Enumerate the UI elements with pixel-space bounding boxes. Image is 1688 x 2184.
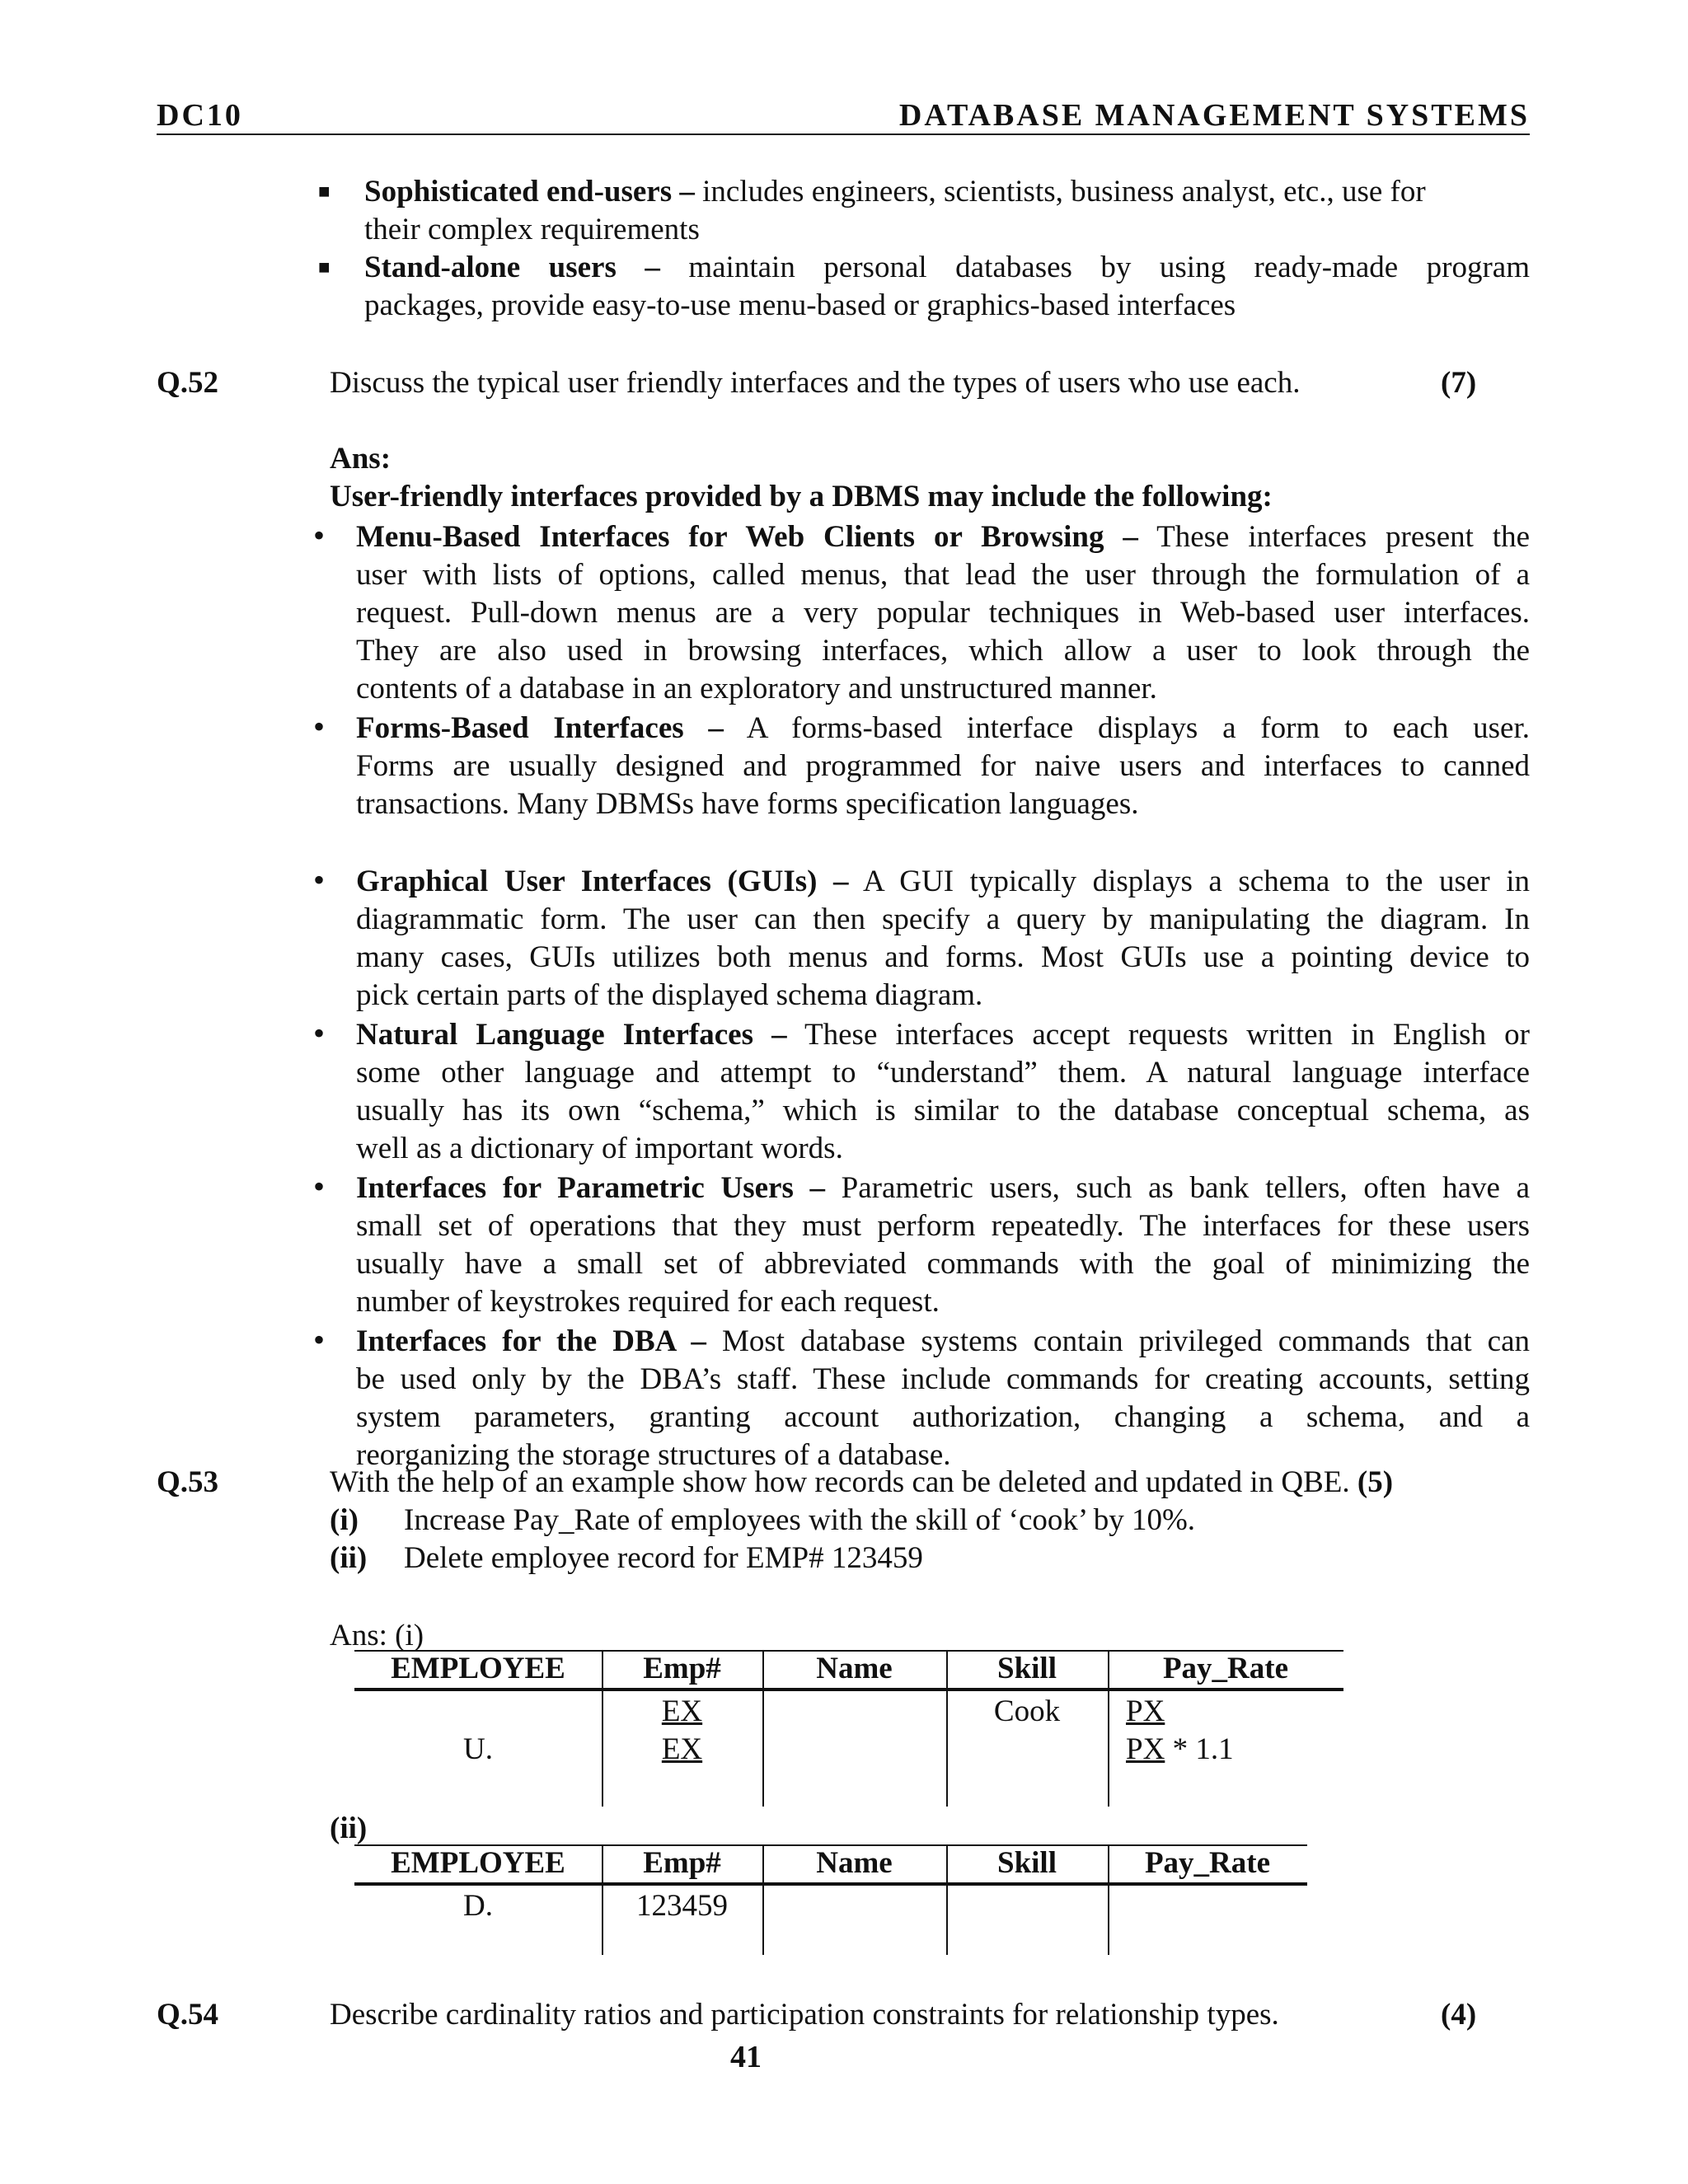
interface-bullet-line: Natural Language Interfaces – These interfaces accept requests written in English or <box>356 1018 1530 1052</box>
table-cell: 123459 <box>636 1889 728 1923</box>
answer-label: Ans: <box>330 442 392 476</box>
top-bullet-1-line2: their complex requirements <box>364 213 700 246</box>
question-number: Q.52 <box>157 366 219 400</box>
part-text: Increase Pay_Rate of employees with the skill of ‘cook’ by 10%. <box>404 1503 1196 1537</box>
table-header-rule <box>354 1882 1307 1886</box>
question-marks: (7) <box>1441 366 1477 400</box>
part-label: (i) <box>330 1503 359 1537</box>
column-header: Name <box>816 1652 893 1685</box>
top-bullet-2-line2: packages, provide easy-to-use menu-based or graphics-based interfaces <box>364 288 1236 322</box>
table-header-rule <box>354 1688 1343 1691</box>
question-number: Q.54 <box>157 1998 219 2032</box>
interface-bullet-line: request. Pull-down menus are a very popular techniques in Web-based user interfaces. <box>356 596 1530 630</box>
interface-bullet-line: pick certain parts of the displayed schema diagram. <box>356 978 983 1012</box>
square-bullet-icon: ■ <box>318 257 331 279</box>
qbe-table-delete <box>354 1844 1307 1955</box>
round-bullet-icon: • <box>313 861 326 898</box>
question-number: Q.53 <box>157 1465 219 1499</box>
question-text: Describe cardinality ratios and participation constraints for relationship types. <box>330 1998 1279 2032</box>
interface-bullet-line: Graphical User Interfaces (GUIs) – A GUI typically displays a schema to the user in <box>356 865 1530 898</box>
header-code: DC10 <box>157 98 243 133</box>
table-cell: EX <box>661 1694 703 1728</box>
qbe-table-update <box>354 1650 1343 1807</box>
interface-bullet-line: usually have a small set of abbreviated commands with the goal of minimizing the <box>356 1247 1530 1281</box>
interface-bullet-line: Interfaces for the DBA – Most database systems contain privileged commands that can <box>356 1324 1531 1358</box>
question-marks: (4) <box>1441 1998 1477 2032</box>
table-cell: U. <box>463 1732 493 1766</box>
page-number: 41 <box>730 2040 762 2074</box>
column-header: Pay_Rate <box>1144 1846 1271 1880</box>
interface-bullet-line: system parameters, granting account authorization, changing a schema, and a <box>356 1400 1530 1434</box>
table-cell: D. <box>463 1889 493 1923</box>
column-header: Pay_Rate <box>1162 1652 1289 1685</box>
table-cell: Cook <box>993 1694 1061 1728</box>
answer-intro: User-friendly interfaces provided by a DBMS may include the following: <box>330 480 1273 513</box>
square-bullet-icon: ■ <box>318 181 331 203</box>
column-header: Name <box>816 1846 893 1880</box>
answer-label: Ans: (i) <box>330 1619 424 1652</box>
column-header: Skill <box>997 1846 1057 1880</box>
interface-bullet-line: usually has its own “schema,” which is similar to the database conceptual schema, as <box>356 1094 1530 1127</box>
top-bullet-2-line1: Stand-alone users – maintain personal databases by using ready-made program <box>364 251 1530 284</box>
column-header: EMPLOYEE <box>391 1652 565 1685</box>
round-bullet-icon: • <box>313 1168 326 1205</box>
column-header: EMPLOYEE <box>391 1846 565 1880</box>
interface-bullet-line: Menu-Based Interfaces for Web Clients or Browsing – These interfaces present the <box>356 520 1530 554</box>
interface-bullet-line: be used only by the DBA’s staff. These include commands for creating accounts, setting <box>356 1362 1530 1396</box>
column-header: Skill <box>997 1652 1057 1685</box>
part-label: (ii) <box>330 1541 368 1575</box>
round-bullet-icon: • <box>313 1015 326 1052</box>
interface-bullet-line: reorganizing the storage structures of a database. <box>356 1438 951 1472</box>
interface-bullet-line: They are also used in browsing interfaces, which allow a user to look through the <box>356 634 1530 668</box>
question-text: Discuss the typical user friendly interfaces and the types of users who use each. <box>330 366 1301 400</box>
round-bullet-icon: • <box>313 1321 326 1358</box>
column-header: Emp# <box>643 1652 721 1685</box>
interface-bullet-line: Forms-Based Interfaces – A forms-based interface displays a form to each user. <box>356 711 1530 745</box>
part-label: (ii) <box>330 1811 368 1845</box>
interface-bullet-line: number of keystrokes required for each request. <box>356 1285 940 1319</box>
header-title: DATABASE MANAGEMENT SYSTEMS <box>898 98 1530 133</box>
interface-bullet-line: well as a dictionary of important words. <box>356 1132 843 1165</box>
interface-bullet-line: Forms are usually designed and programmed for naive users and interfaces to canned <box>356 749 1530 783</box>
interface-bullet-line: transactions. Many DBMSs have forms specification languages. <box>356 787 1139 821</box>
column-header: Emp# <box>643 1846 721 1880</box>
table-cell: PX <box>1126 1694 1165 1728</box>
table-cell: PX * 1.1 <box>1126 1732 1234 1766</box>
interface-bullet-line: small set of operations that they must perform repeatedly. The interfaces for these users <box>356 1209 1530 1243</box>
question-text: With the help of an example show how records can be deleted and updated in QBE. (5) <box>330 1465 1394 1499</box>
round-bullet-icon: • <box>313 708 326 745</box>
round-bullet-icon: • <box>313 517 326 554</box>
interface-bullet-line: some other language and attempt to “understand” them. A natural language interface <box>356 1056 1530 1090</box>
header-rule <box>157 134 1530 135</box>
interface-bullet-line: user with lists of options, called menus, that lead the user through the formulation of a <box>356 558 1530 592</box>
part-text: Delete employee record for EMP# 123459 <box>404 1541 923 1575</box>
interface-bullet-line: many cases, GUIs utilizes both menus and forms. Most GUIs use a pointing device to <box>356 940 1530 974</box>
interface-bullet-line: contents of a database in an exploratory and unstructured manner. <box>356 672 1157 705</box>
interface-bullet-line: diagrammatic form. The user can then specify a query by manipulating the diagram. In <box>356 902 1530 936</box>
interface-bullet-line: Interfaces for Parametric Users – Parametric users, such as bank tellers, often have a <box>356 1171 1531 1205</box>
table-cell: EX <box>661 1732 703 1766</box>
top-bullet-1-line1: Sophisticated end-users – includes engineers, scientists, business analyst, etc., use for <box>364 175 1426 209</box>
